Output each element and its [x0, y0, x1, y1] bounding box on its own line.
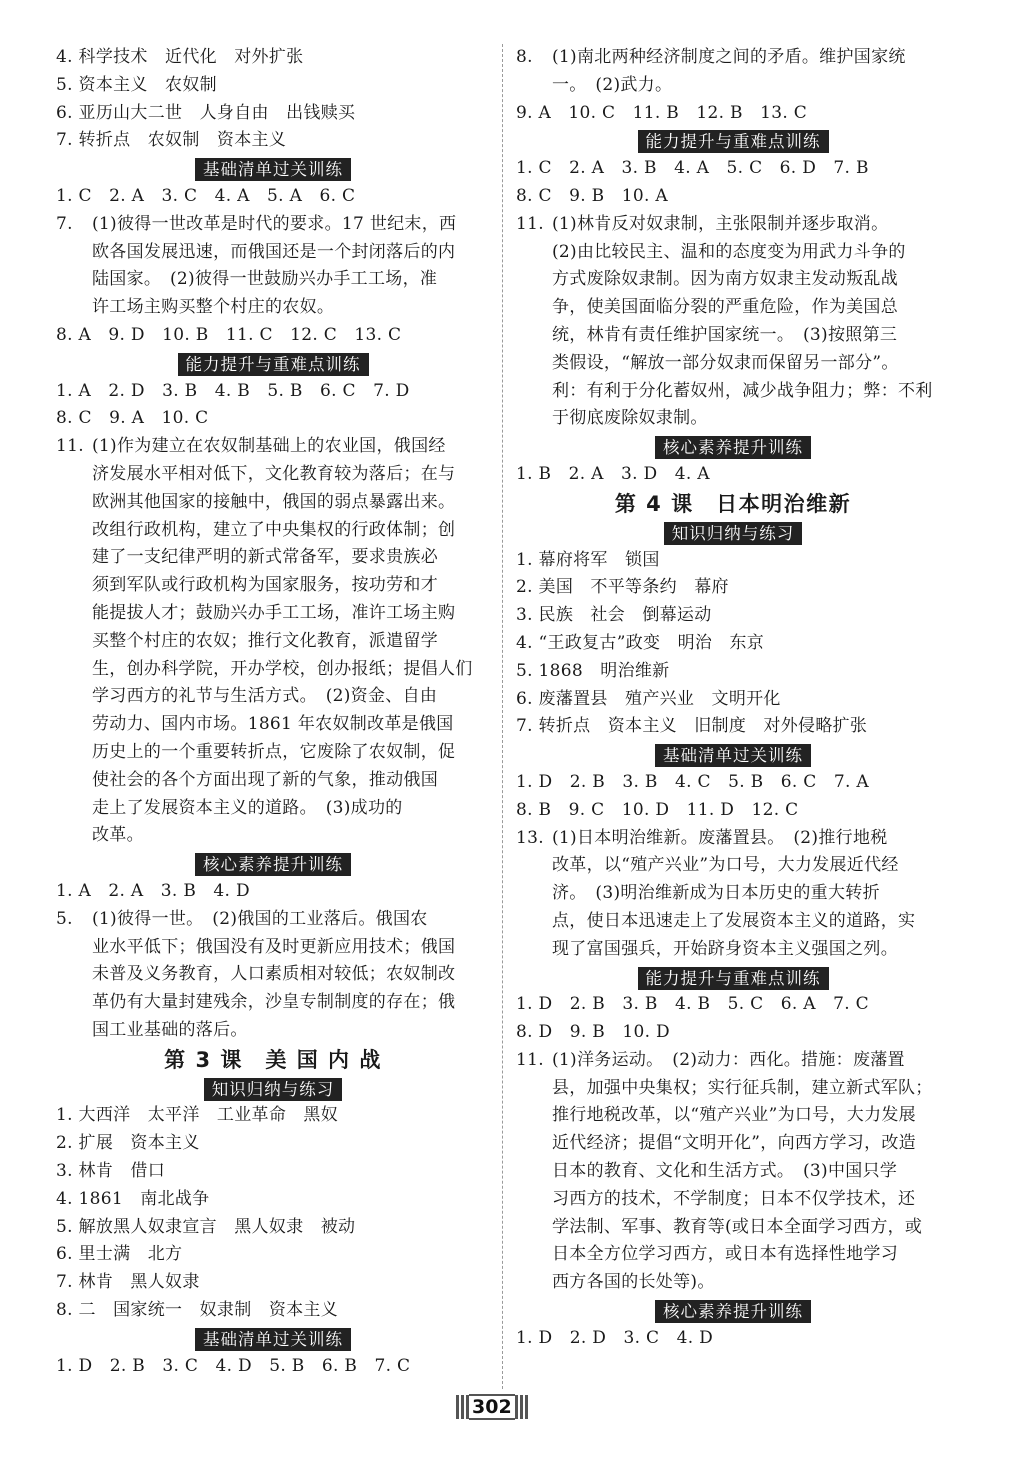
answer-paragraph — [516, 825, 950, 964]
section-header: 核心素养提升训练 — [516, 1297, 950, 1325]
question-number: 8. — [516, 47, 533, 67]
answer-line: 1. B 2. A 3. D 4. A — [516, 463, 710, 484]
paragraph-body: (1)作为建立在农奴制基础上的农业国，俄国经 济发展水平相对低下，文化教育较为落后；在与 欧洲其他国家的接触中，俄国的弱点暴露出来。 改组行政机构，建立了中央集权的行政体制；创 建了一支纪律严明的新式常备军，要求贵族必 须到军队或行政机构为国家服务，按功劳和才 能提拔人才；鼓励兴办手工工场，准许工场主购 买整个村庄的农奴；推行文化教育，派遣留学 生，创办科学院，开办学校，创办报纸；提倡人们 学习西方的礼节与生活方式。 (2)资金、自由 劳动力、国内市场。1861 年农奴制改革是俄国 历史上的一个重要转折点，它废除了农奴制，促 使社会的各个方面出现了新的气象，推动俄国 走上了发展资本主义的道路。 (3)成功的 改革。 — [92, 436, 473, 846]
answer-paragraph — [56, 433, 490, 850]
answer-line: 6. 里士满 北方 — [56, 1244, 183, 1265]
answer-line: 3. 林肯 借口 — [56, 1161, 166, 1182]
section-header: 能力提升与重难点训练 — [516, 964, 950, 992]
bars-decoration-icon — [456, 1395, 469, 1419]
section-header: 知识归纳与练习 — [56, 1075, 490, 1103]
answer-line: 4. 科学技术 近代化 对外扩张 — [56, 47, 304, 67]
answer-paragraph — [516, 1047, 950, 1297]
answer-line: 1. D 2. B 3. B 4. B 5. C 6. A 7. C — [516, 994, 869, 1015]
answer-line: 1. 幕府将军 锁国 — [516, 549, 660, 570]
answer-paragraph — [516, 44, 950, 100]
section-header: 核心素养提升训练 — [56, 850, 490, 878]
section-header: 基础清单过关训练 — [56, 155, 490, 183]
paragraph-body: (1)南北两种经济制度之间的矛盾。维护国家统 一。 (2)武力。 — [552, 47, 906, 95]
section-header: 核心素养提升训练 — [516, 433, 950, 461]
answer-paragraph — [56, 211, 490, 322]
answer-line: 1. A 2. A 3. B 4. D — [56, 880, 250, 901]
answer-line: 6. 亚历山大二世 人身自由 出钱赎买 — [56, 102, 356, 123]
question-number: 11. — [516, 1049, 544, 1070]
lesson-title: 第 4 课 日本明治维新 — [614, 491, 852, 516]
column-divider — [502, 44, 503, 1389]
paragraph-body: (1)彼得一世。 (2)俄国的工业落后。俄国农 业水平低下；俄国没有及时更新应用技术；俄国 未普及义务教育，人口素质相对较低；农奴制改 革仍有大量封建残余，沙皇专制制度的存在；俄 国工业基础的落后。 — [92, 908, 456, 1040]
answer-paragraph — [56, 906, 490, 1045]
answer-line: 5. 1868 明治维新 — [516, 660, 670, 681]
answer-line: 8. C 9. B 10. A — [516, 185, 668, 206]
answer-line: 2. 美国 不平等条约 幕府 — [516, 577, 729, 598]
answer-line: 1. 大西洋 太平洋 工业革命 黑奴 — [56, 1105, 339, 1126]
question-number: 11. — [56, 436, 84, 457]
question-number: 13. — [516, 827, 544, 848]
answer-line: 8. B 9. C 10. D 11. D 12. C — [516, 799, 799, 820]
answer-line: 1. C 2. A 3. B 4. A 5. C 6. D 7. B — [516, 158, 869, 179]
question-number: 7. — [56, 213, 73, 234]
lesson-title: 第 3 课 美 国 内 战 — [164, 1047, 382, 1072]
question-number: 5. — [56, 908, 73, 929]
paragraph-body: (1)洋务运动。 (2)动力：西化。措施：废藩置 县，加强中央集权；实行征兵制，建立新式军队； 推行地税改革，以“殖产兴业”为口号，大力发展 近代经济；提倡“文明开化”，向西方学习，改造 日本的教育、文化和生活方式。 (3)中国只学 习西方的技术，不学制度；日本不仅学技术，还 学法制、军事、教育等(或日本全面学习西方，或 日本全方位学习西方，或日本有选择性地学习 西方各国的长处等)。 — [552, 1049, 933, 1293]
answer-line: 7. 林肯 黑人奴隶 — [56, 1272, 200, 1293]
bars-decoration-icon — [515, 1395, 528, 1419]
answer-line: 8. C 9. A 10. C — [56, 408, 209, 429]
answer-line: 6. 废藩置县 殖产兴业 文明开化 — [516, 688, 781, 709]
answer-line: 5. 解放黑人奴隶宣言 黑人奴隶 被动 — [56, 1216, 356, 1237]
answer-line: 7. 转折点 农奴制 资本主义 — [56, 130, 287, 151]
section-header: 能力提升与重难点训练 — [516, 127, 950, 155]
answer-line: 1. D 2. D 3. C 4. D — [516, 1327, 714, 1348]
answer-line: 1. C 2. A 3. C 4. A 5. A 6. C — [56, 185, 356, 206]
paragraph-body: (1)彼得一世改革是时代的要求。17 世纪末，西 欧各国发展迅速，而俄国还是一个封闭落后的内 陆国家。 (2)彼得一世鼓励兴办手工工场，准 许工场主购买整个村庄的农奴。 — [92, 213, 457, 318]
answer-line: 8. A 9. D 10. B 11. C 12. C 13. C — [56, 324, 402, 345]
left-column — [56, 44, 490, 1380]
answer-line: 8. D 9. B 10. D — [516, 1022, 670, 1043]
section-header: 知识归纳与练习 — [516, 519, 950, 547]
section-header: 基础清单过关训练 — [56, 1325, 490, 1353]
answer-line: 7. 转折点 资本主义 旧制度 对外侵略扩张 — [516, 716, 868, 737]
answer-line: 1. D 2. B 3. B 4. C 5. B 6. C 7. A — [516, 771, 869, 792]
section-header: 基础清单过关训练 — [516, 741, 950, 769]
question-number: 11. — [516, 213, 544, 234]
answer-line: 2. 扩展 资本主义 — [56, 1133, 200, 1154]
answer-line: 9. A 10. C 11. B 12. B 13. C — [516, 102, 808, 123]
answer-line: 4. 1861 南北战争 — [56, 1188, 210, 1209]
paragraph-body: (1)日本明治维新。废藩置县。 (2)推行地税 改革，以“殖产兴业”为口号，大力发展近代经 济。 (3)明治维新成为日本历史的重大转折 点，使日本迅速走上了发展资本主义的道路，实 现了富国强兵，开始跻身资本主义强国之列。 — [552, 827, 916, 959]
page-number-text: 302 — [469, 1394, 515, 1420]
answer-line: 5. 资本主义 农奴制 — [56, 74, 217, 95]
answer-line: 3. 民族 社会 倒幕运动 — [516, 605, 712, 626]
answer-paragraph — [516, 211, 950, 433]
answer-line: 4. “王政复古”政变 明治 东京 — [516, 632, 765, 653]
paragraph-body: (1)林肯反对奴隶制，主张限制并逐步取消。 (2)由比较民主、温和的态度变为用武力斗争的 方式废除奴隶制。因为南方奴隶主发动叛乱战 争，使美国面临分裂的严重危险，作为美国总 统，林肯有责任维护国家统一。 (3)按照第三 类假设，“解放一部分奴隶而保留另一部分”。 利：有利于分化蓄奴州，减少战争阻力；弊：不利 于彻底废除奴隶制。 — [552, 213, 933, 429]
section-header: 能力提升与重难点训练 — [56, 350, 490, 378]
answer-line: 1. A 2. D 3. B 4. B 5. B 6. C 7. D — [56, 380, 410, 401]
right-column — [516, 44, 950, 1353]
answer-line: 1. D 2. B 3. C 4. D 5. B 6. B 7. C — [56, 1355, 411, 1376]
page-number — [456, 1392, 528, 1422]
answer-line: 8. 二 国家统一 奴隶制 资本主义 — [56, 1300, 339, 1321]
